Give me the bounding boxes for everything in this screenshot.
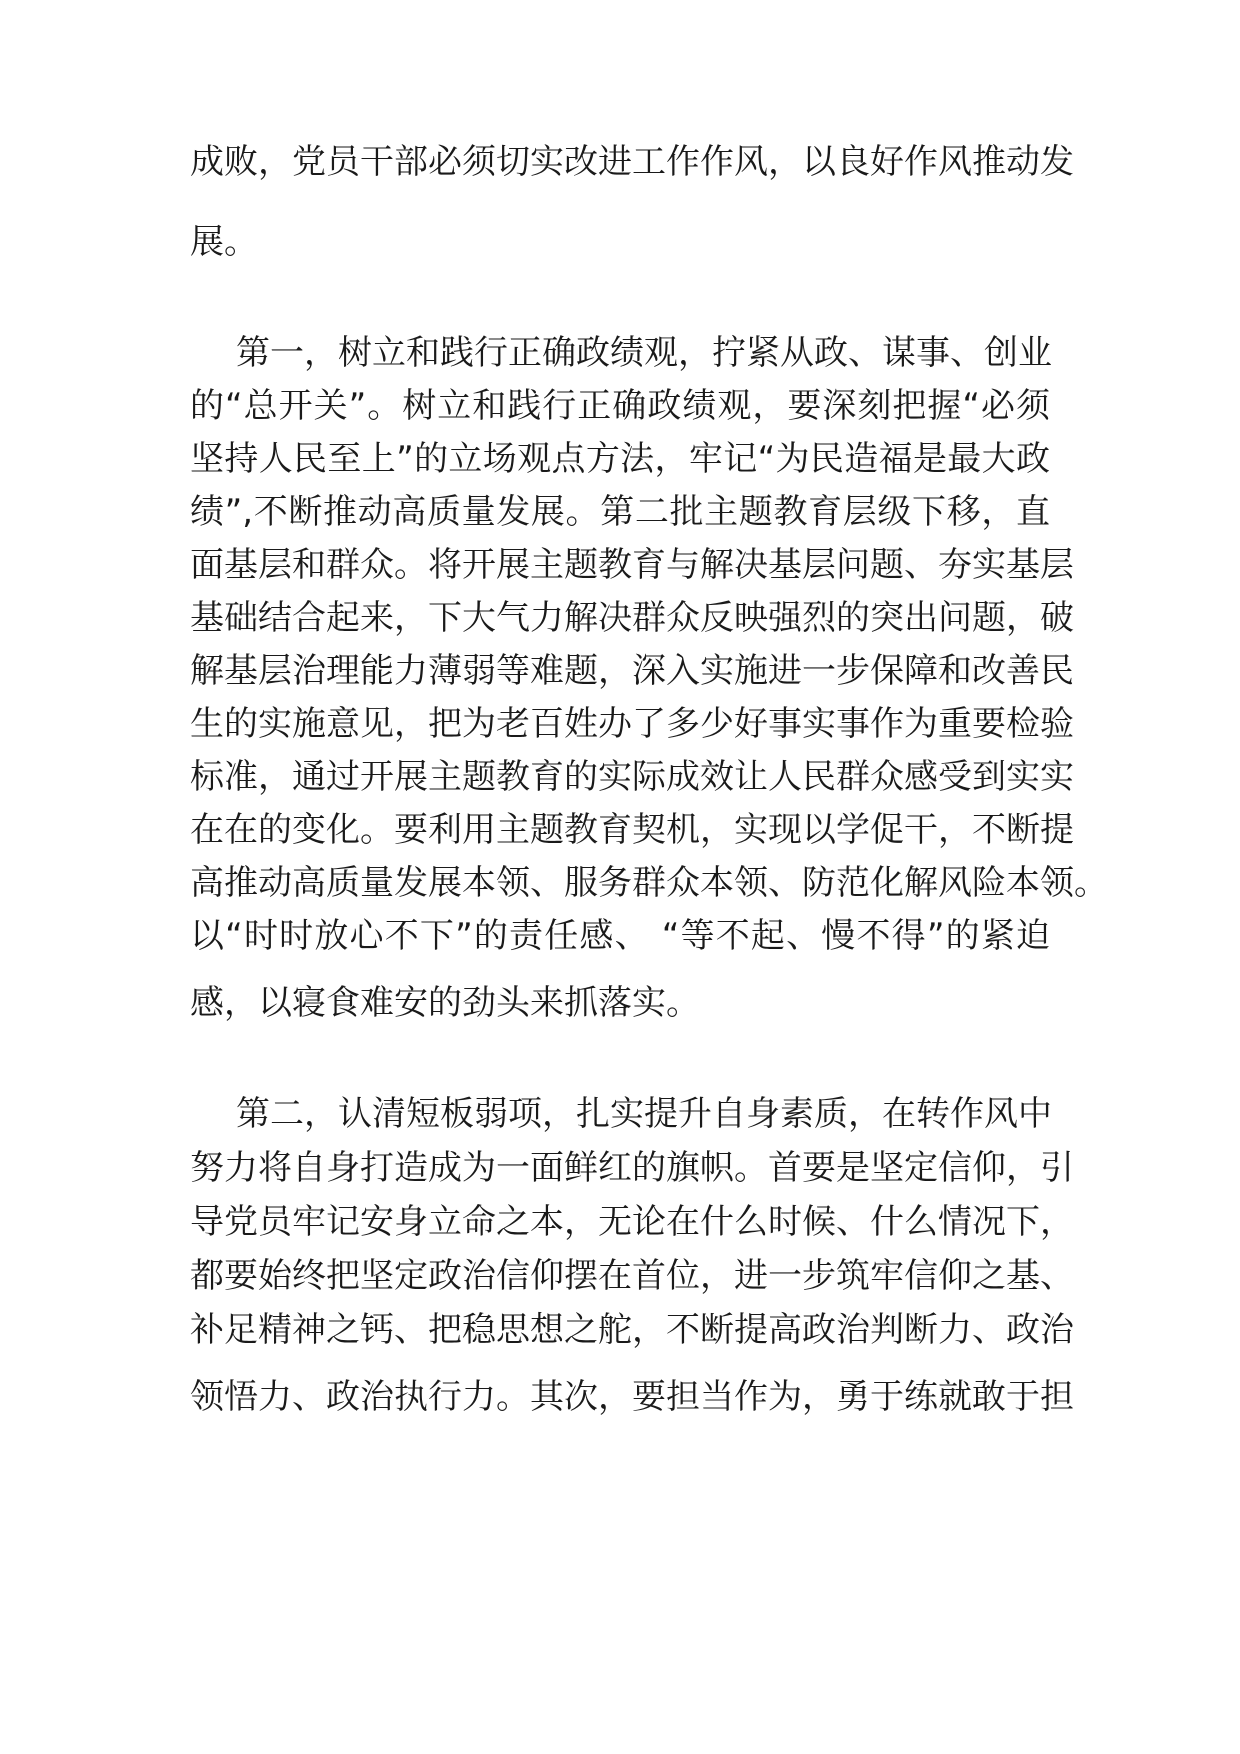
text-line: 感，以寝食难安的劲头来抓落实。 [190, 983, 700, 1023]
text-line: 高推动高质量发展本领、服务群众本领、防范化解风险本领。 [190, 863, 1108, 903]
text-line: 基础结合起来，下大气力解决群众反映强烈的突出问题，破 [190, 598, 1074, 638]
text-line: 成败，党员干部必须切实改进工作作风，以良好作风推动发 [190, 142, 1074, 182]
paragraph-first-line: 第一，树立和践行正确政绩观，拧紧从政、谋事、创业 [236, 333, 1052, 373]
paragraph-first-line: 第二，认清短板弱项，扎实提升自身素质，在转作风中 [236, 1094, 1052, 1134]
text-line: 导党员牢记安身立命之本，无论在什么时候、什么情况下， [190, 1202, 1074, 1242]
text-line: 展。 [190, 222, 258, 262]
text-line: 补足精神之钙、把稳思想之舵，不断提高政治判断力、政治 [190, 1310, 1074, 1350]
text-line: 坚持人民至上”的立场观点方法，牢记“为民造福是最大政 [190, 439, 1050, 479]
text-line: 面基层和群众。将开展主题教育与解决基层问题、夯实基层 [190, 545, 1074, 585]
text-line: 解基层治理能力薄弱等难题，深入实施进一步保障和改善民 [190, 651, 1074, 691]
text-line: 标准，通过开展主题教育的实际成效让人民群众感受到实实 [190, 757, 1074, 797]
text-line: 都要始终把坚定政治信仰摆在首位，进一步筑牢信仰之基、 [190, 1256, 1074, 1296]
text-line: 绩”,不断推动高质量发展。第二批主题教育层级下移，直 [190, 492, 1050, 532]
text-line: 的“总开关”。树立和践行正确政绩观，要深刻把握“必须 [190, 386, 1050, 426]
text-line: 生的实施意见，把为老百姓办了多少好事实事作为重要检验 [190, 704, 1074, 744]
text-line: 以“时时放心不下”的责任感、 “等不起、慢不得”的紧迫 [190, 916, 1050, 956]
text-line: 在在的变化。要利用主题教育契机，实现以学促干，不断提 [190, 810, 1074, 850]
text-line: 领悟力、政治执行力。其次，要担当作为，勇于练就敢于担 [190, 1377, 1074, 1417]
text-line: 努力将自身打造成为一面鲜红的旗帜。首要是坚定信仰，引 [190, 1148, 1074, 1188]
